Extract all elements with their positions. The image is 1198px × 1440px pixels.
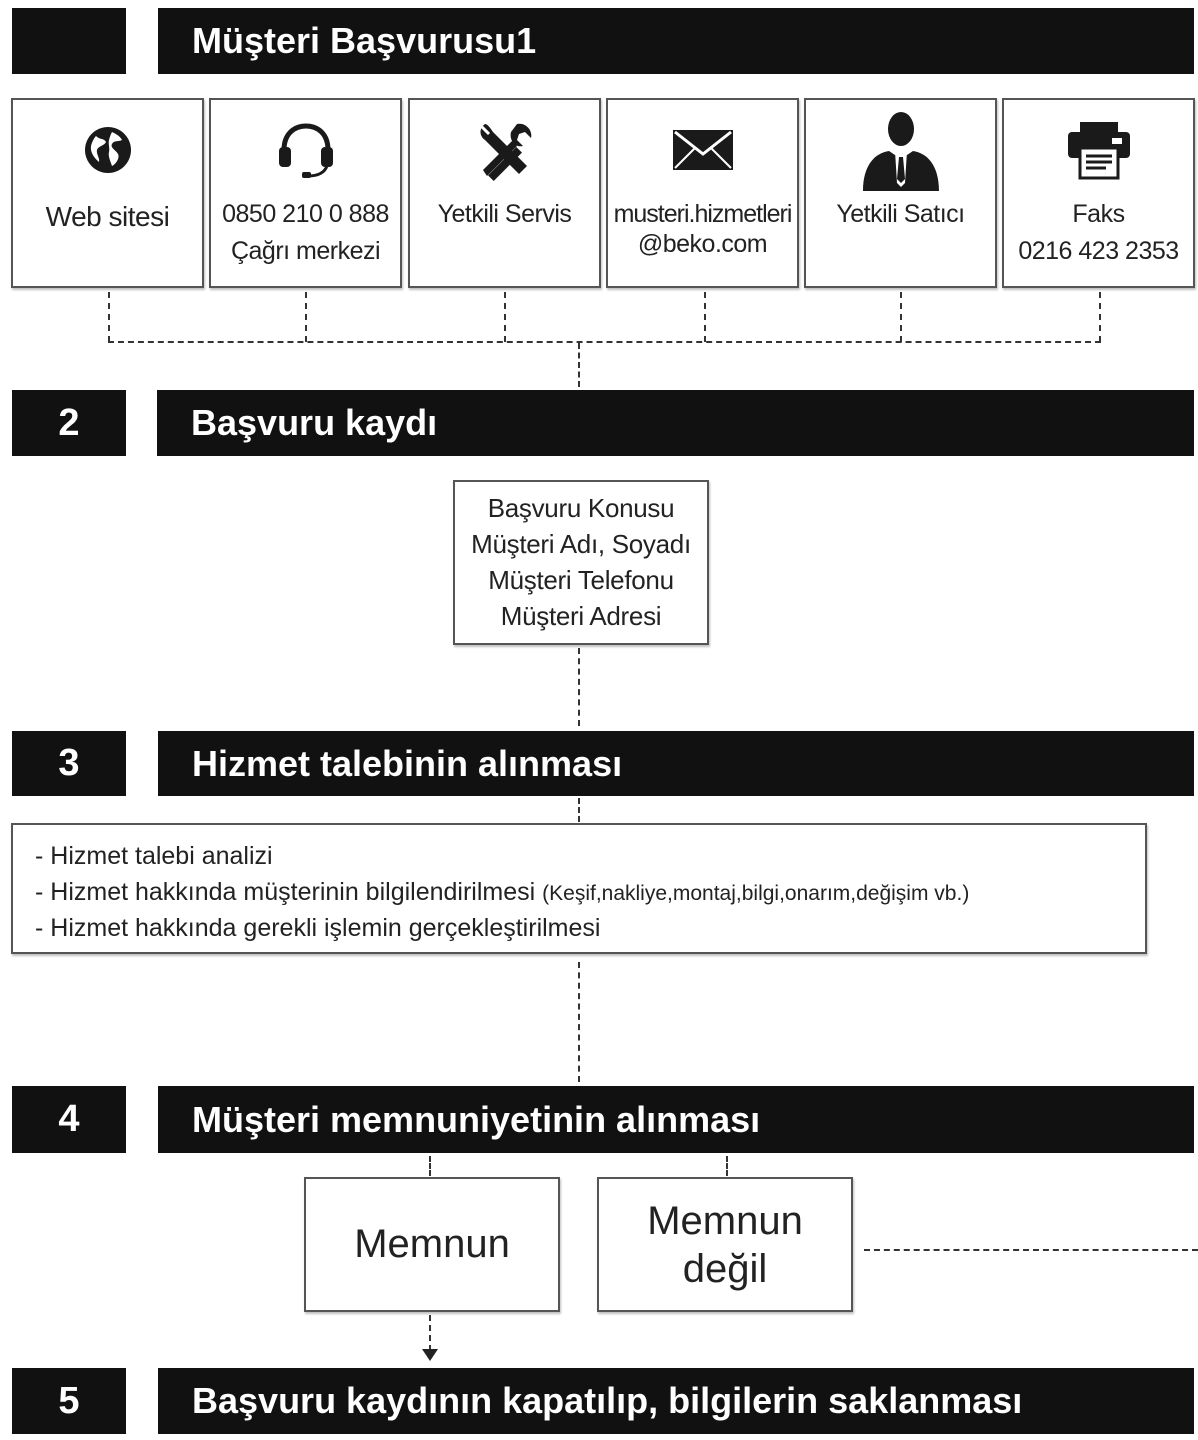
channel-label: Web sitesi <box>45 201 170 232</box>
step-number: 2 <box>58 401 80 444</box>
step-4-number-box <box>12 1086 126 1153</box>
channel-authorized-service <box>408 98 601 288</box>
connector-line <box>704 292 706 342</box>
channel-label: Yetkili Servis <box>437 200 572 228</box>
channel-email-user: musteri.hizmetleri <box>613 200 792 228</box>
step-title: Müşteri memnuniyetinin alınması <box>192 1098 761 1140</box>
step-number: 3 <box>58 742 80 784</box>
step-number: 4 <box>58 1098 80 1140</box>
tools-icon <box>410 108 599 192</box>
channel-fax <box>1002 98 1195 288</box>
step-3-title-bar <box>158 731 1194 796</box>
channel-email-domain: @beko.com <box>637 230 768 258</box>
step-title: Hizmet talebinin alınması <box>192 742 623 784</box>
service-item: - Hizmet talebi analizi <box>35 842 273 870</box>
channel-web <box>11 98 204 288</box>
step-5-title-bar <box>158 1368 1194 1434</box>
channel-label: Çağrı merkezi <box>230 237 381 265</box>
step-1-number-box <box>12 8 126 74</box>
connector-line <box>578 798 580 822</box>
channel-label: Yetkili Satıcı <box>836 200 965 228</box>
connector-line <box>578 962 580 1082</box>
registration-field: Müşteri Adı, Soyadı <box>471 529 691 559</box>
channel-fax-number: 0216 423 2353 <box>1018 237 1179 265</box>
step-3-number-box <box>12 731 126 796</box>
step-5-number-box <box>12 1368 126 1434</box>
connector-line <box>108 341 1101 343</box>
registration-field: Müşteri Adresi <box>500 601 662 631</box>
step-title: Müşteri Başvurusu1 <box>192 20 537 61</box>
fax-icon <box>1004 108 1193 192</box>
registration-field: Müşteri Telefonu <box>488 565 674 595</box>
step-title: Başvuru kaydı <box>191 402 438 443</box>
unsatisfied-box <box>597 1177 853 1312</box>
connector-line <box>864 1249 1198 1251</box>
unsatisfied-label-line1: Memnun <box>647 1198 803 1243</box>
channel-call-center <box>209 98 402 288</box>
service-item: - Hizmet hakkında müşterinin bilgilendirilmesi (Keşif,nakliye,montaj,bilgi,onarım,değişim vb.) <box>35 878 970 906</box>
satisfied-box <box>304 1177 560 1312</box>
unsatisfied-label-line2: değil <box>682 1246 768 1291</box>
channel-email <box>606 98 799 288</box>
step-1-title-bar <box>158 8 1194 74</box>
step-title: Başvuru kaydının kapatılıp, bilgilerin saklanması <box>192 1380 1023 1421</box>
step-2-title-bar <box>157 390 1194 456</box>
step-2-number-box <box>12 390 126 456</box>
connector-line <box>900 292 902 342</box>
person-icon <box>806 106 995 192</box>
channel-label: Faks <box>1072 200 1125 228</box>
connector-line <box>429 1315 431 1351</box>
headset-icon <box>211 108 400 192</box>
globe-icon <box>13 108 202 192</box>
service-request-box <box>11 823 1147 954</box>
step-4-title-bar <box>158 1086 1194 1153</box>
connector-line <box>429 1156 431 1176</box>
arrow-down-icon <box>421 1348 439 1362</box>
registration-field: Başvuru Konusu <box>487 493 675 523</box>
connector-line <box>108 292 110 342</box>
envelope-icon <box>608 108 797 192</box>
channel-authorized-dealer <box>804 98 997 288</box>
connector-line <box>578 343 580 387</box>
connector-line <box>504 292 506 342</box>
channel-phone-number: 0850 210 0 888 <box>222 200 389 228</box>
satisfied-label: Memnun <box>354 1222 510 1266</box>
connector-line <box>1099 292 1101 342</box>
service-item: - Hizmet hakkında gerekli işlemin gerçekleştirilmesi <box>35 914 601 942</box>
connector-line <box>726 1156 728 1176</box>
connector-line <box>305 292 307 342</box>
registration-fields-box <box>453 480 709 645</box>
step-number: 5 <box>58 1379 80 1422</box>
connector-line <box>578 648 580 726</box>
